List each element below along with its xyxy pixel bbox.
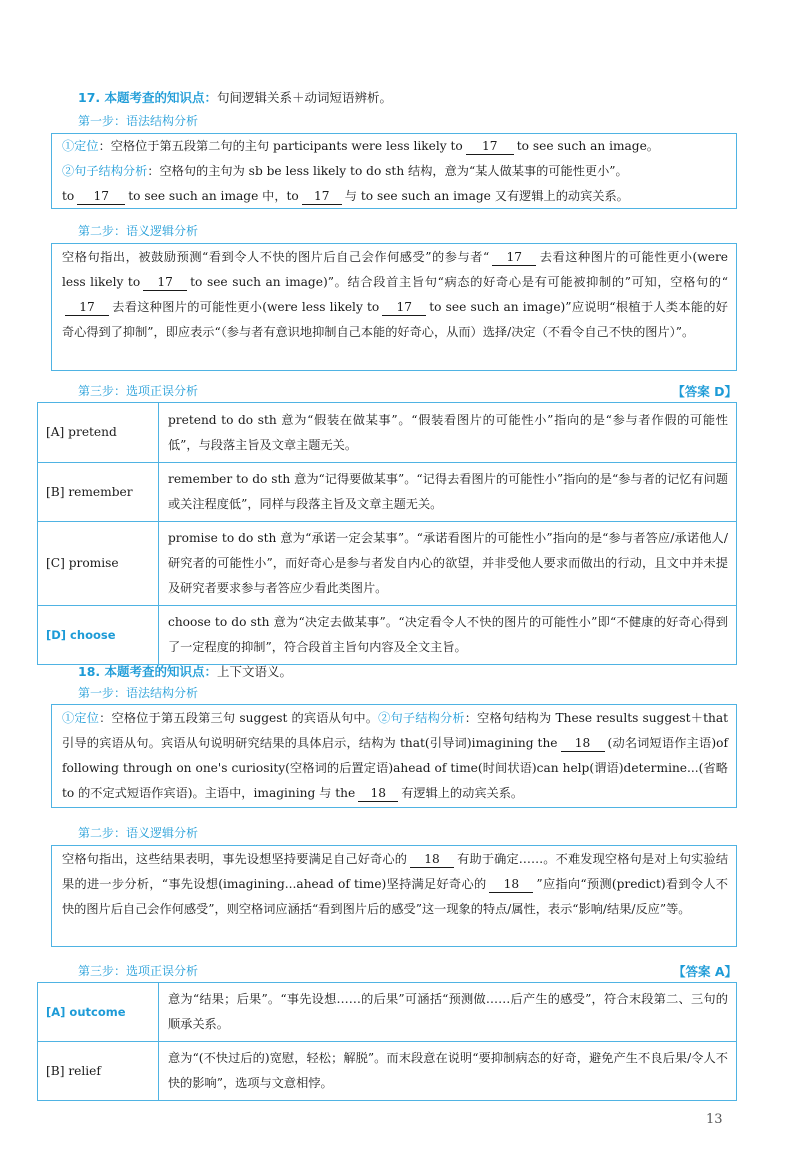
text: 与 to see such an image 又有逻辑上的动宾关系。 (344, 189, 629, 203)
blank-17: 17 (382, 299, 426, 316)
blank-17: 17 (492, 249, 536, 266)
option-text: 意为“结果；后果”。“事先设想……的后果”可涵括“预测做……后产生的感受”，符合末段第二、三句的顺承关系。 (159, 983, 737, 1042)
q18-step3-heading: 第三步：选项正误分析 (78, 964, 199, 978)
q18-step2-heading: 第二步：语义逻辑分析 (78, 826, 199, 840)
blank-17: 17 (466, 138, 514, 155)
page-number: 13 (706, 1112, 723, 1127)
option-text: pretend to do sth 意为“假装在做某事”。“假装看图片的可能性小”指向的是“参与者作假的可能性低”，与段落主旨及文章主题无关。 (159, 403, 737, 463)
text: ：空格位于第五段第二句的主句 participants were less likely to (98, 139, 463, 153)
option-row-correct (38, 983, 737, 1042)
option-row (38, 403, 737, 463)
q18-answer: 【答案 A】 (672, 964, 737, 979)
option-text: 意为“(不快过后的)宽慰，轻松；解脱”。而末段意在说明“要抑制病态的好奇，避免产生不良后果/令人不快的影响”，选项与文意相悖。 (159, 1042, 737, 1101)
option-label-correct: [A] outcome (38, 983, 159, 1042)
q17-options-table (37, 402, 737, 665)
text: 去看这种图片的可能性更小(were less likely to (62, 250, 728, 289)
locate-label: ①定位 (62, 711, 100, 725)
option-row (38, 1042, 737, 1101)
q17-title-label: 17. 本题考查的知识点： (78, 90, 217, 105)
blank-18: 18 (561, 735, 605, 752)
option-label: [B] remember (38, 463, 159, 522)
q17-title (78, 88, 392, 106)
option-row (38, 463, 737, 522)
text: to see such an image)”。结合段首主旨句“病态的好奇心是有可能被抑制的”可知，空格句的“ (190, 275, 729, 289)
option-label-correct: [D] choose (38, 606, 159, 665)
blank-18: 18 (489, 876, 533, 893)
text: to (62, 189, 75, 203)
blank-17: 17 (77, 188, 125, 205)
q17-step3-heading: 第三步：选项正误分析 (78, 384, 199, 398)
q17-step2-heading: 第二步：语义逻辑分析 (78, 224, 199, 238)
text: 有助于确定……。不难发现空格句是对上句实验结果的进一步分析，“事先设想(imagining...ahead of time)坚持满足好奇心的 (62, 852, 729, 891)
q18-grammar-box (51, 704, 737, 808)
q18-semantic-box (51, 845, 737, 947)
text: ：空格句的主句为 sb be less likely to do sth 结构，意为“某人做某事的可能性更小”。 (147, 164, 628, 178)
q18-step1-heading: 第一步：语法结构分析 (78, 686, 199, 700)
text: ：空格位于第五段第三句 suggest 的宾语从句中。 (99, 711, 379, 725)
structure-label: ②句子结构分析 (62, 164, 148, 178)
option-text: choose to do sth 意为“决定去做某事”。“决定看令人不快的图片的可能性小”即“不健康的好奇心得到了一定程度的抑制”，符合段首主旨句内容及全文主旨。 (159, 606, 737, 665)
text: to see such an image 中，to (128, 189, 299, 203)
q17-answer: 【答案 D】 (672, 384, 737, 399)
text: 去看这种图片的可能性更小(were less likely to (112, 300, 380, 314)
q17-grammar-box (51, 133, 737, 209)
option-label: [A] pretend (38, 403, 159, 463)
structure-label: ②句子结构分析 (378, 711, 465, 725)
option-text: promise to do sth 意为“承诺一定会某事”。“承诺看图片的可能性小”指向的是“参与者答应/承诺他人/研究者的可能性小”，而好奇心是参与者发自内心的欲望，并非受他人要求而做出的行动，且文中并未提及研究者要求参与者答应少看此类图片。 (159, 522, 737, 606)
blank-17: 17 (143, 274, 187, 291)
q18-options-table (37, 982, 737, 1101)
q18-title (78, 662, 292, 680)
option-label: [B] relief (38, 1042, 159, 1101)
blank-17: 17 (302, 188, 342, 205)
q18-title-text: 上下文语义。 (217, 664, 293, 679)
option-text: remember to do sth 意为“记得要做某事”。“记得去看图片的可能性小”指向的是“参与者的记忆有问题或关注程度低”，同样与段落主旨及文章主题无关。 (159, 463, 737, 522)
q17-title-text: 句间逻辑关系＋动词短语辨析。 (217, 90, 393, 105)
q17-step1-heading: 第一步：语法结构分析 (78, 114, 199, 128)
text: to see such an image)”应说明“根植于人类本能的好奇心得到了抑制”，即应表示“（参与者有意识地抑制自己本能的好奇心，从而）选择/决定（不看令自己不快的图片）”。 (62, 300, 728, 339)
blank-18: 18 (410, 851, 454, 868)
blank-18: 18 (358, 785, 398, 802)
blank-17: 17 (65, 299, 109, 316)
text: ”应指向“预测(predict)看到令人不快的图片后自己会作何感受”，则空格词应涵括“看到图片后的感受”这一现象的特点/属性，表示“影响/结果/反应”等。 (62, 877, 728, 916)
option-row-correct (38, 606, 737, 665)
option-label: [C] promise (38, 522, 159, 606)
q17-semantic-box (51, 243, 737, 371)
locate-label: ①定位 (62, 139, 99, 153)
text: (动名词短语作主语)of following through on one's curiosity(空格词的后置定语)ahead of time(时间状语)can help(谓语)determine...(省略 to 的不定式短语作宾语)。主语中，imagining 与 the (62, 736, 728, 800)
text: to see such an image。 (516, 139, 659, 153)
text: ：空格句结构为 These results suggest＋that 引导的宾语从句。宾语从句说明研究结果的具体启示，结构为 that(引导词)imagining the (62, 711, 728, 750)
option-row (38, 522, 737, 606)
text: 有逻辑上的动宾关系。 (401, 786, 524, 800)
q18-title-label: 18. 本题考查的知识点： (78, 664, 217, 679)
text: 空格句指出，这些结果表明，事先设想坚持要满足自己好奇心的 (62, 852, 408, 866)
text: 空格句指出，被鼓励预测“看到令人不快的图片后自己会作何感受”的参与者“ (62, 250, 490, 264)
